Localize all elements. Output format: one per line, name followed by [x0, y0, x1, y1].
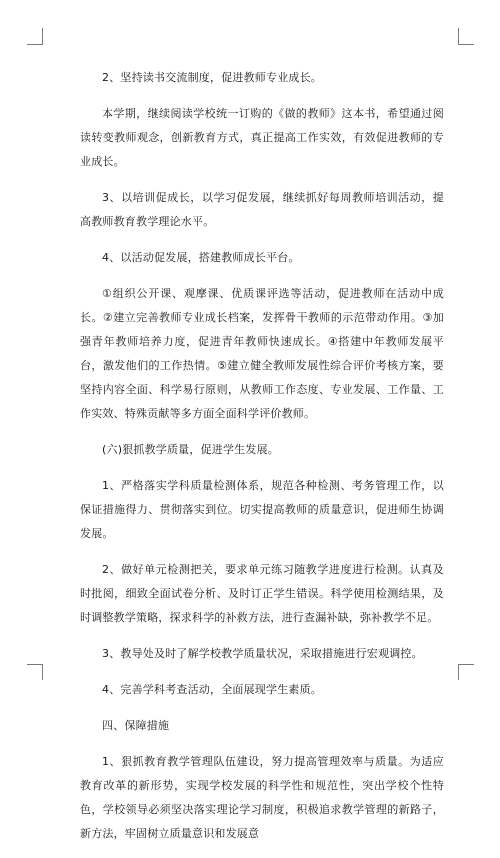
paragraph-training: 3、以培训促成长，以学习促发展，继续抓好每周教师培训活动，提高教师教育教学理论水平。 [80, 191, 444, 228]
crop-mark-bottom-left-horizontal [27, 664, 43, 665]
crop-mark-bottom-right-horizontal [458, 664, 474, 665]
paragraph-activities-heading: 4、以活动促发展，搭建教师成长平台。 [102, 251, 300, 264]
paragraph-quality-system: 1、严格落实学科质量检测体系，规范各种检测、考务管理工作，以保证措施得力、贯彻落实到位。切实提高教师的质量意识，促进师生协调发展。 [80, 479, 444, 540]
paragraph-activities-detail: ①组织公开课、观摩课、优质课评选等活动，促进教师在活动中成长。②建立完善教师专业成长档案，发挥骨干教师的示范带动作用。③加强青年教师培养力度，促进青年教师快速成长。④搭建中年教师发展平台，激发他们的工作热情。⑤建立健全教师发展性综合评价考核方案，要坚持内容全面、科学易行原则，从教师工作态度、专业发展、工作量、工作实效、特殊贡献等多方面全面科学评价教师。 [80, 287, 444, 420]
paragraph-reading-system: 2、坚持读书交流制度，促进教师专业成长。 [102, 71, 322, 84]
paragraph-macro-control: 3、教导处及时了解学校教学质量状况，采取措施进行宏观调控。 [102, 647, 423, 660]
crop-mark-bottom-right-vertical [458, 664, 459, 680]
crop-mark-bottom-left-vertical [42, 664, 43, 680]
crop-mark-top-right-vertical [458, 28, 459, 44]
paragraph-section-four-heading: 四、保障措施 [102, 719, 170, 732]
document-body [80, 66, 444, 858]
paragraph-subject-review: 4、完善学科考查活动，全面展现学生素质。 [102, 683, 322, 696]
crop-mark-top-right-horizontal [458, 44, 474, 45]
paragraph-management-team: 1、狠抓教育教学管理队伍建设，努力提高管理效率与质量。为适应教育改革的新形势，实现学校发展的科学性和规范性，突出学校个性特色，学校领导必须坚决落实理论学习制度，积极追求教学管理的新路子，新方法，牢固树立质量意识和发展意 [80, 755, 444, 840]
crop-mark-top-left-vertical [42, 28, 43, 44]
paragraph-unit-testing: 2、做好单元检测把关，要求单元练习随教学进度进行检测。认真及时批阅，细致全面试卷分析、及时订正学生错误。科学使用检测结果，及时调整教学策略，探求科学的补救方法，进行查漏补缺，弥补教学不足。 [80, 563, 444, 624]
crop-mark-top-left-horizontal [27, 44, 43, 45]
paragraph-section-six-heading: (六)狠抓教学质量，促进学生发展。 [102, 443, 279, 456]
paragraph-reading-plan: 本学期，继续阅读学校统一订购的《做的教师》这本书，希望通过阅读转变教师观念，创新教育方式，真正提高工作实效，有效促进教师的专业成长。 [80, 107, 444, 168]
